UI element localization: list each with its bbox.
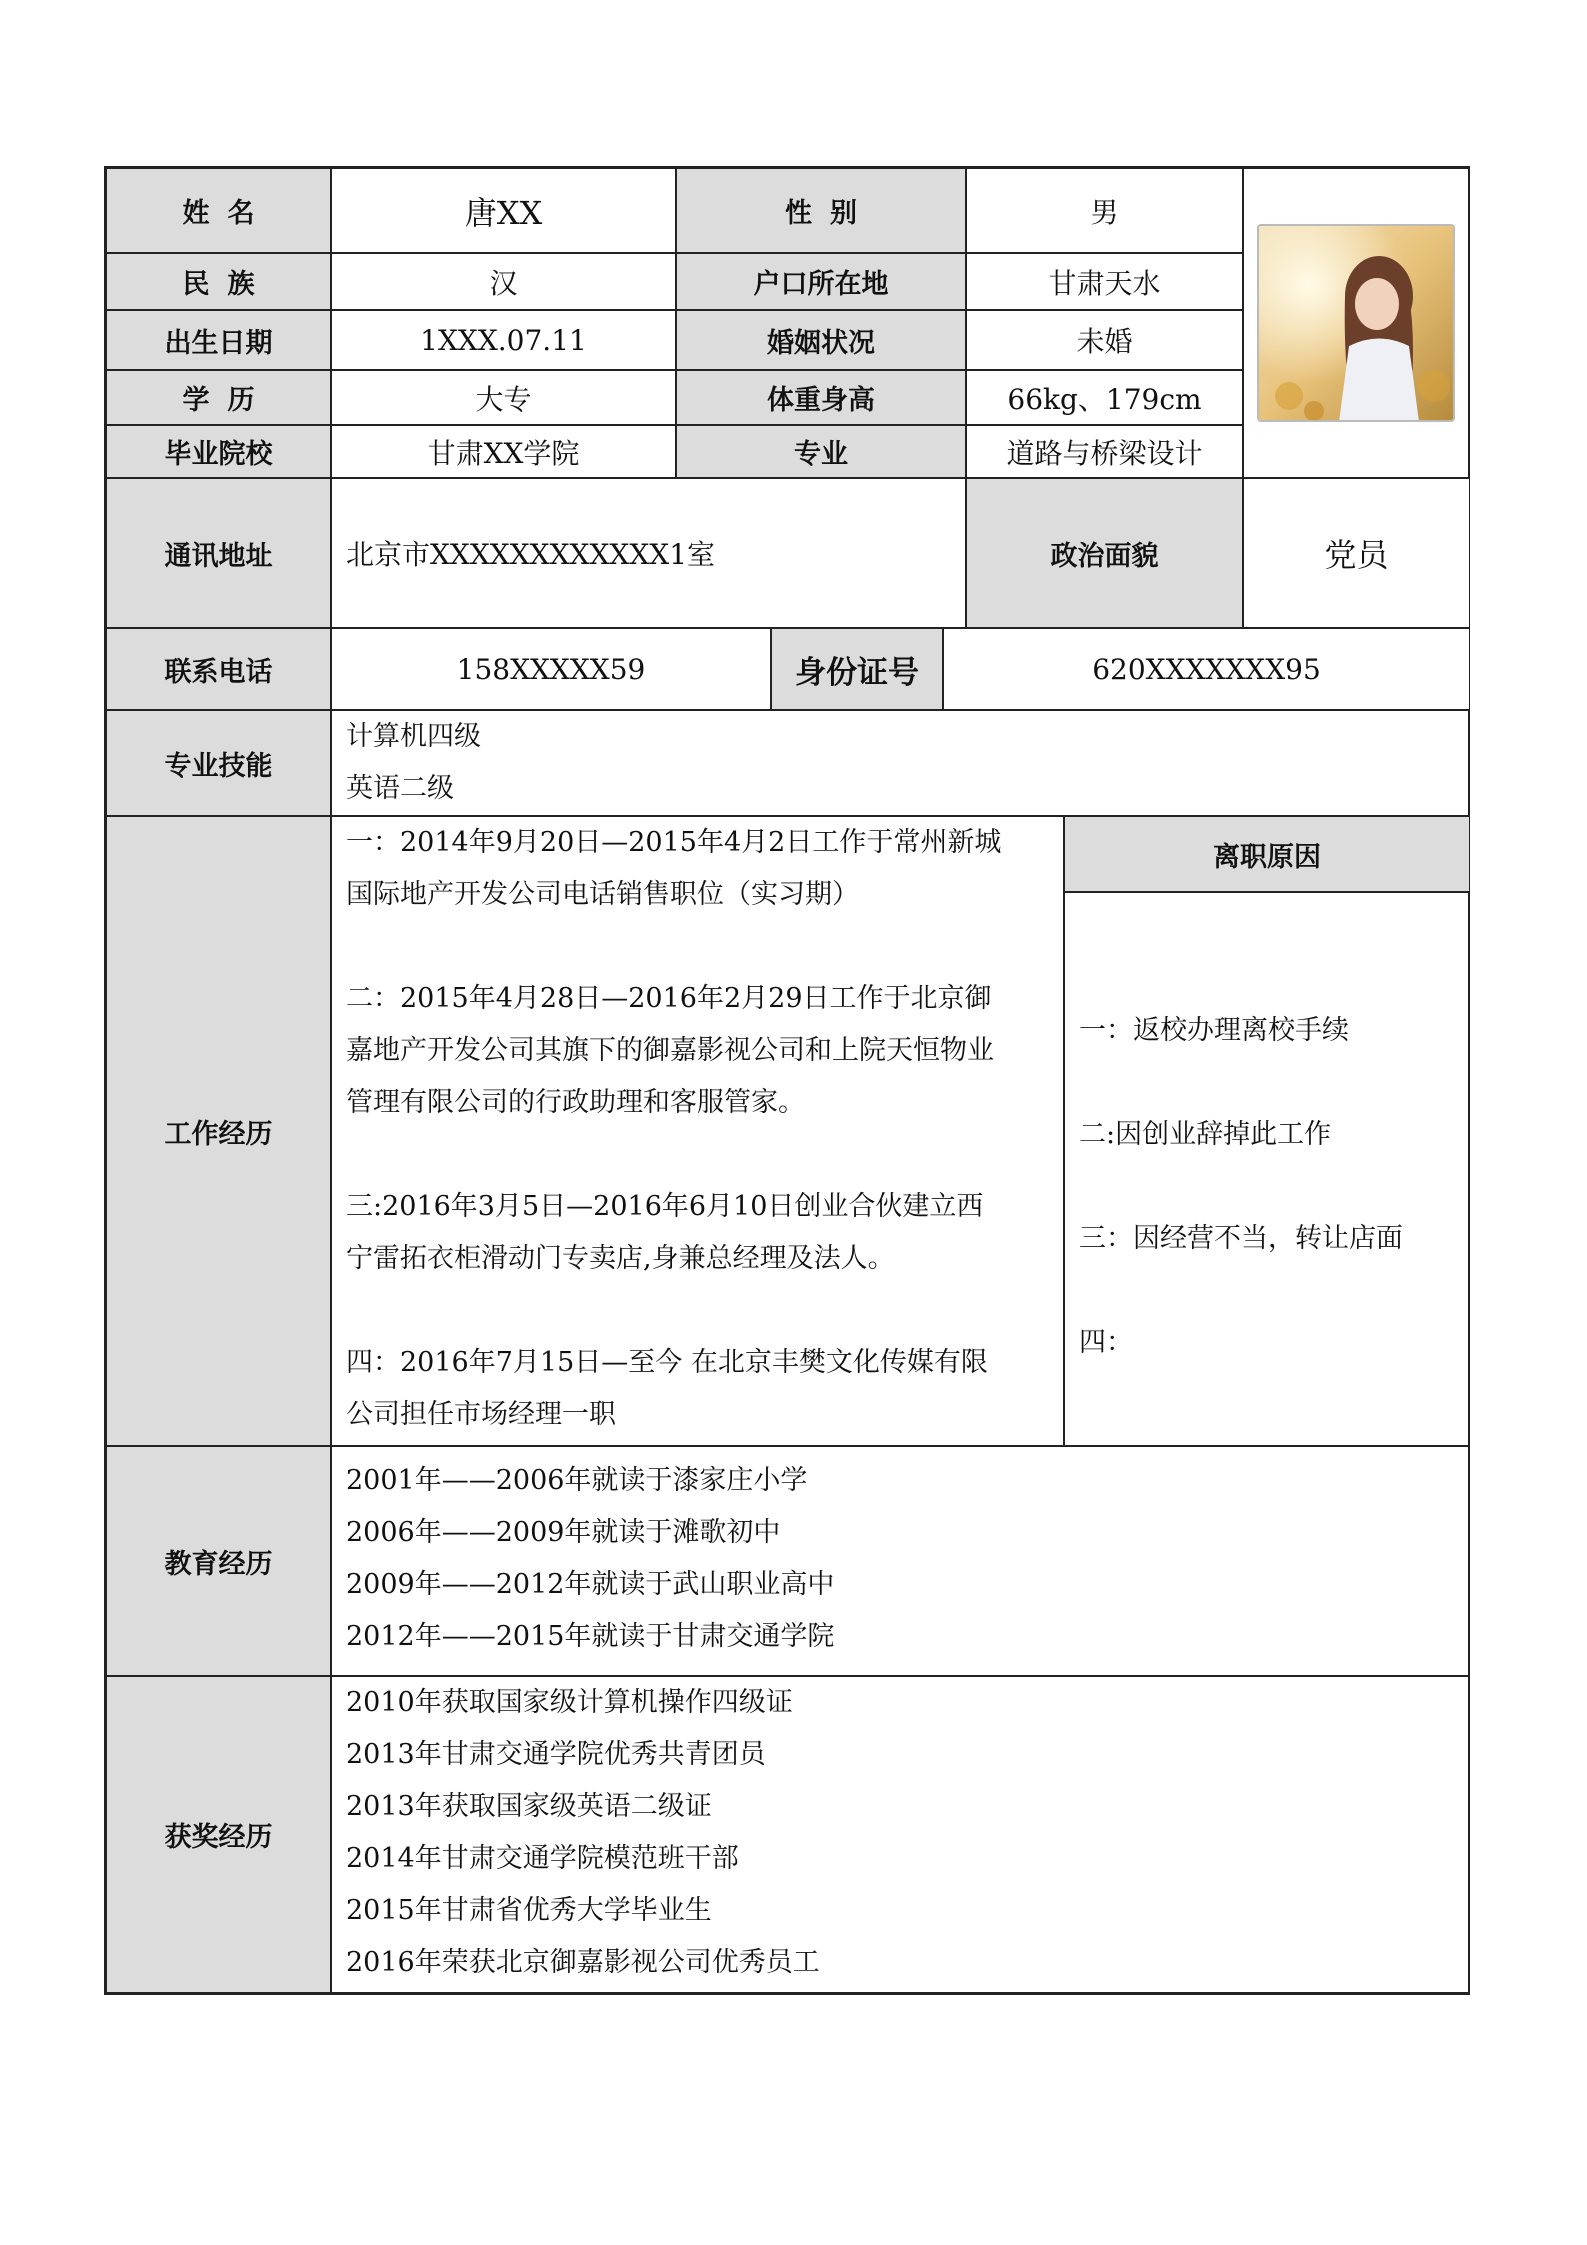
work-line: 管理有限公司的行政助理和客服管家。	[346, 1087, 805, 1118]
name-label: 姓名	[106, 168, 331, 253]
id-label: 身份证号	[771, 628, 943, 710]
gender-value: 男	[966, 168, 1243, 253]
marital-label: 婚姻状况	[676, 310, 966, 370]
work-line: 一：2014年9月20日—2015年4月2日工作于常州新城	[346, 827, 1002, 858]
skills-label: 专业技能	[106, 710, 331, 816]
awards-list	[331, 1676, 1470, 1993]
major-value: 道路与桥梁设计	[966, 425, 1243, 478]
award-item: 2015年甘肃省优秀大学毕业生	[346, 1895, 712, 1926]
work-line: 四：2016年7月15日—至今 在北京丰樊文化传媒有限	[346, 1347, 988, 1378]
name-value: 唐XX	[331, 168, 676, 253]
work-line: 宁雷拓衣柜滑动门专卖店,身兼总经理及法人。	[346, 1243, 895, 1274]
award-item: 2014年甘肃交通学院模范班干部	[346, 1843, 739, 1874]
address-label: 通讯地址	[106, 478, 331, 628]
ethnicity-label: 民族	[106, 253, 331, 310]
education-item: 2009年——2012年就读于武山职业高中	[346, 1569, 835, 1600]
school-value: 甘肃XX学院	[331, 425, 676, 478]
resume-table	[104, 166, 1470, 1995]
political-value: 党员	[1243, 478, 1470, 628]
body-value: 66kg、179cm	[966, 370, 1243, 425]
award-item: 2010年获取国家级计算机操作四级证	[346, 1687, 793, 1718]
education-history	[331, 1446, 1470, 1676]
award-item: 2013年甘肃交通学院优秀共青团员	[346, 1739, 766, 1770]
birth-label: 出生日期	[106, 310, 331, 370]
leave-reason-item: 一：返校办理离校手续	[1079, 1015, 1349, 1046]
hukou-label: 户口所在地	[676, 253, 966, 310]
award-item: 2013年获取国家级英语二级证	[346, 1791, 712, 1822]
awards-label: 获奖经历	[106, 1676, 331, 1993]
marital-value: 未婚	[966, 310, 1243, 370]
skills-list	[331, 710, 1470, 816]
id-value: 620XXXXXXX95	[943, 628, 1470, 710]
school-label: 毕业院校	[106, 425, 331, 478]
birth-value: 1XXX.07.11	[331, 310, 676, 370]
award-item: 2016年荣获北京御嘉影视公司优秀员工	[346, 1947, 820, 1978]
body-label: 体重身高	[676, 370, 966, 425]
work-history	[331, 816, 1064, 1446]
education-level-value: 大专	[331, 370, 676, 425]
hukou-value: 甘肃天水	[966, 253, 1243, 310]
work-line: 二：2015年4月28日—2016年2月29日工作于北京御	[346, 983, 992, 1014]
work-line: 公司担任市场经理一职	[346, 1399, 616, 1430]
education-item: 2006年——2009年就读于滩歌初中	[346, 1517, 781, 1548]
profile-photo	[1257, 224, 1455, 422]
major-label: 专业	[676, 425, 966, 478]
leave-reason-item: 四：	[1079, 1327, 1133, 1358]
leave-reason-item: 二:因创业辞掉此工作	[1079, 1119, 1332, 1150]
education-level-label: 学历	[106, 370, 331, 425]
work-line: 嘉地产开发公司其旗下的御嘉影视公司和上院天恒物业	[346, 1035, 994, 1066]
phone-label: 联系电话	[106, 628, 331, 710]
work-line: 国际地产开发公司电话销售职位（实习期）	[346, 879, 859, 910]
education-item: 2001年——2006年就读于漆家庄小学	[346, 1465, 808, 1496]
work-label: 工作经历	[106, 816, 331, 1446]
education-item: 2012年——2015年就读于甘肃交通学院	[346, 1621, 835, 1652]
skill-item: 英语二级	[346, 773, 454, 804]
ethnicity-value: 汉	[331, 253, 676, 310]
leave-reason-label: 离职原因	[1064, 816, 1470, 892]
political-label: 政治面貌	[966, 478, 1243, 628]
skill-item: 计算机四级	[346, 721, 481, 752]
education-history-label: 教育经历	[106, 1446, 331, 1676]
leave-reason-item: 三：因经营不当，转让店面	[1079, 1223, 1403, 1254]
work-line: 三:2016年3月5日—2016年6月10日创业合伙建立西	[346, 1191, 984, 1222]
photo-image	[1259, 226, 1455, 422]
leave-reasons	[1064, 892, 1470, 1446]
gender-label: 性别	[676, 168, 966, 253]
address-value: 北京市XXXXXXXXXXXX1室	[331, 478, 966, 628]
phone-value: 158XXXXX59	[331, 628, 771, 710]
